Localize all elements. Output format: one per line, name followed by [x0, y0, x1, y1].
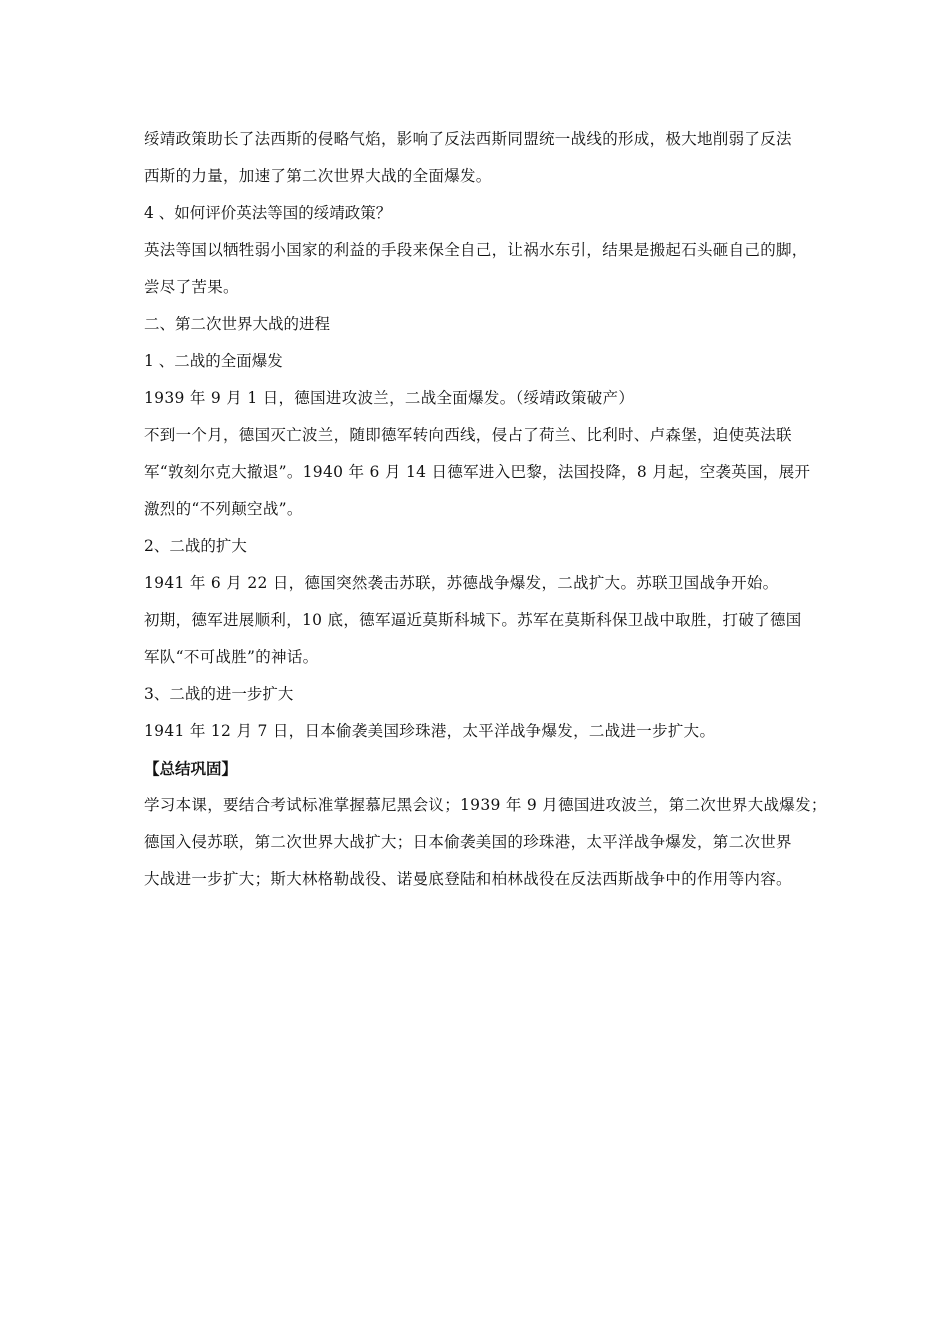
text-line: 【总结巩固】 [144, 759, 238, 778]
text-line: 英法等国以牺牲弱小国家的利益的手段来保全自己，让祸水东引，结果是搬起石头砸自己的脚， [144, 241, 808, 259]
subsection-1-heading [144, 343, 844, 380]
subsection-3-heading [144, 676, 844, 713]
subsection-2-paragraph-1 [144, 565, 844, 602]
text-line: 1939 年 9 月 1 日，德国进攻波兰，二战全面爆发。（绥靖政策破产） [144, 389, 635, 407]
question-4-answer [144, 232, 844, 306]
text-line: 1 、二战的全面爆发 [144, 352, 283, 370]
subsection-1-paragraph-2 [144, 417, 844, 528]
summary-heading [144, 750, 844, 787]
text-line: 绥靖政策助长了法西斯的侵略气焰，影响了反法西斯同盟统一战线的形成，极大地削弱了反法 [144, 130, 792, 148]
subsection-1-paragraph-1 [144, 380, 844, 417]
text-line: 激烈的“不列颠空战”。 [144, 500, 303, 518]
text-line: 军“敦刻尔克大撤退”。1940 年 6 月 14 日德军进入巴黎，法国投降，8 月起，空袭英国，展开 [144, 463, 811, 481]
text-line: 尝尽了苦果。 [144, 278, 239, 296]
text-line: 西斯的力量，加速了第二次世界大战的全面爆发。 [144, 167, 492, 185]
text-line: 4 、如何评价英法等国的绥靖政策？ [144, 204, 392, 222]
text-line: 不到一个月，德国灭亡波兰，随即德军转向西线，侵占了荷兰、比利时、卢森堡，迫使英法联 [144, 426, 792, 444]
text-line: 2、二战的扩大 [144, 537, 247, 555]
document-body [144, 121, 844, 898]
text-line: 1941 年 6 月 22 日，德国突然袭击苏联，苏德战争爆发，二战扩大。苏联卫国战争开始。 [144, 574, 779, 592]
subsection-2-paragraph-2 [144, 602, 844, 676]
paragraph-appeasement-effect [144, 121, 844, 195]
subsection-3-paragraph-1 [144, 713, 844, 750]
question-4-heading [144, 195, 844, 232]
text-line: 3、二战的进一步扩大 [144, 685, 294, 703]
text-line: 二、第二次世界大战的进程 [144, 315, 331, 333]
text-line: 初期，德军进展顺利，10 底，德军逼近莫斯科城下。苏军在莫斯科保卫战中取胜，打破了德国 [144, 611, 802, 629]
text-line: 军队“不可战胜”的神话。 [144, 648, 319, 666]
text-line: 大战进一步扩大；斯大林格勒战役、诺曼底登陆和柏林战役在反法西斯战争中的作用等内容。 [144, 870, 792, 888]
section-2-heading [144, 306, 844, 343]
text-line: 德国入侵苏联，第二次世界大战扩大；日本偷袭美国的珍珠港，太平洋战争爆发，第二次世界 [144, 833, 792, 851]
summary-body [144, 787, 844, 898]
text-line: 1941 年 12 月 7 日，日本偷袭美国珍珠港，太平洋战争爆发，二战进一步扩大。 [144, 722, 716, 740]
text-line: 学习本课，要结合考试标准掌握慕尼黑会议；1939 年 9 月德国进攻波兰，第二次世界大战爆发； [144, 796, 827, 814]
subsection-2-heading [144, 528, 844, 565]
